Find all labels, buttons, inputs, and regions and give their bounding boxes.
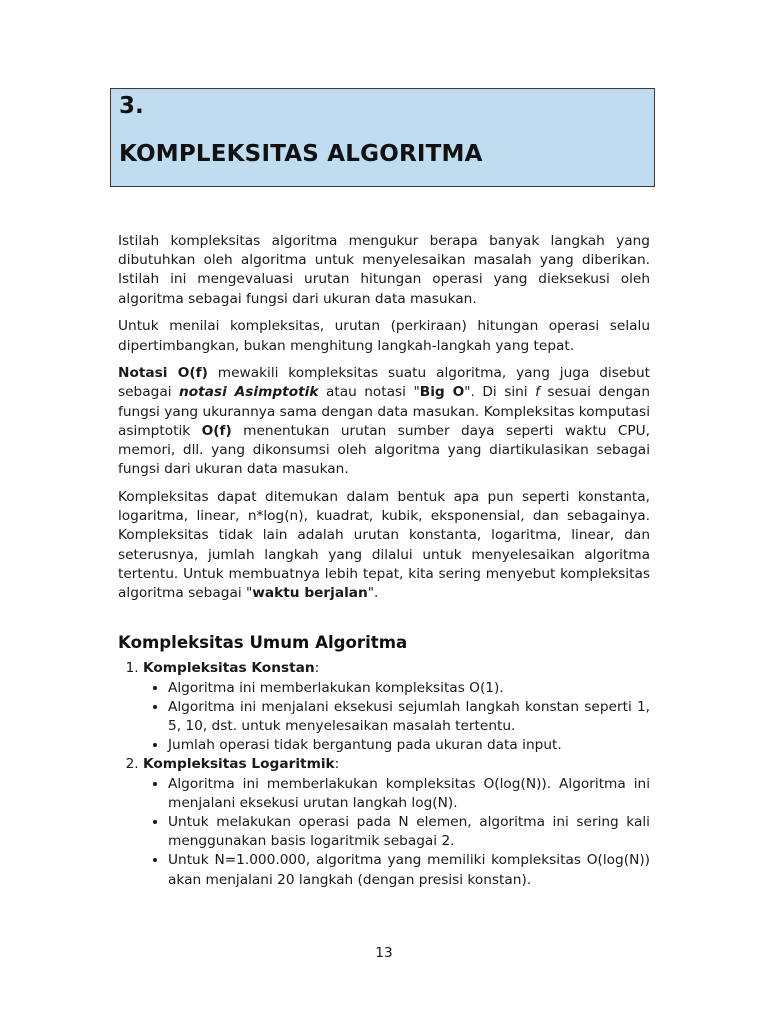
paragraph-4-text-2: ".: [367, 584, 379, 601]
chapter-title: KOMPLEKSITAS ALGORITMA: [119, 141, 483, 167]
list-item-colon: :: [314, 660, 320, 677]
term-big-o: Big O: [419, 384, 465, 401]
list-item-colon: :: [334, 756, 340, 773]
list-item-constant: [143, 659, 650, 755]
chapter-number: 3.: [119, 93, 144, 119]
term-notasi-asimptotik: notasi Asimptotik: [179, 384, 319, 401]
paragraph-4-text-1: Kompleksitas dapat ditemukan dalam bentuk apa pun seperti konstanta, logaritma, linear, n*log(n), kuadrat, kubik, eksponensial, dan sebagainya. Kompleksitas tidak lain adalah urutan konstanta, logaritma, linear, dan seterusnya, jumlah langkah yang dilalui untuk menyelesaikan algoritma tertentu. Untuk membuatnya lebih tepat, kita sering menyebut kompleksitas algoritma sebagai ": [118, 488, 650, 601]
paragraph-3-text-1: mewakili kompleksitas suatu algoritma, yang juga disebut sebagai: [118, 365, 650, 401]
paragraph-3-text-2: atau notasi ": [318, 384, 420, 401]
bullet-item: • Algoritma ini memberlakukan kompleksitas O(1).: [168, 679, 650, 698]
bullet-item: • Algoritma ini menjalani eksekusi sejumlah langkah konstan seperti 1, 5, 10, dst. untuk menyelesaikan masalah tertentu.: [168, 698, 650, 736]
paragraph-1: Istilah kompleksitas algoritma mengukur berapa banyak langkah yang dibutuhkan oleh algoritma untuk menyelesaikan masalah yang diberikan. Istilah ini mengevaluasi urutan hitungan operasi yang dieksekusi oleh algoritma sebagai fungsi dari ukuran data masukan.: [118, 233, 650, 307]
paragraph-3-text-4: sesuai dengan fungsi yang ukurannya sama dengan data masukan. Kompleksitas komputasi asimptotik: [118, 384, 650, 439]
bullet-item: • Algoritma ini memberlakukan kompleksitas O(log(N)). Algoritma ini menjalani eksekusi urutan langkah log(N).: [168, 775, 650, 813]
term-of: O(f): [201, 422, 232, 439]
bullet-list: [143, 775, 650, 890]
paragraph-4: [118, 488, 650, 603]
paragraph-3-text-5: menentukan urutan sumber daya seperti waktu CPU, memori, dll. yang dikonsumsi oleh algoritma yang diartikulasikan sebagai fungsi dari ukuran data masukan.: [118, 422, 651, 478]
list-item-label: Kompleksitas Logaritmik: [143, 756, 335, 773]
term-f: f: [535, 384, 540, 401]
chapter-header-box: [110, 88, 655, 187]
bullet-item: • Jumlah operasi tidak bergantung pada ukuran data input.: [168, 736, 650, 755]
paragraph-2: Untuk menilai kompleksitas, urutan (perkiraan) hitungan operasi selalu dipertimbangkan, bukan menghitung langkah-langkah yang tepat.: [118, 318, 650, 354]
list-item-logarithmic: [143, 755, 650, 889]
paragraph-3: [118, 364, 650, 479]
bullet-list: [143, 679, 650, 756]
page-number: 13: [375, 945, 393, 961]
paragraph-3-text-3: ". Di sini: [464, 384, 536, 401]
term-waktu-berjalan: waktu berjalan: [252, 584, 368, 601]
list-item-label: Kompleksitas Konstan: [143, 660, 315, 677]
page-content: [118, 232, 650, 890]
bullet-item: • Untuk melakukan operasi pada N elemen, algoritma ini sering kali menggunakan basis logaritmik sebagai 2.: [168, 813, 650, 851]
bullet-item: • Untuk N=1.000.000, algoritma yang memiliki kompleksitas O(log(N)) akan menjalani 20 langkah (dengan presisi konstan).: [168, 851, 650, 889]
section-title: Kompleksitas Umum Algoritma: [118, 633, 408, 653]
complexity-list: [118, 659, 650, 889]
term-notasi-of: Notasi O(f): [118, 365, 208, 382]
